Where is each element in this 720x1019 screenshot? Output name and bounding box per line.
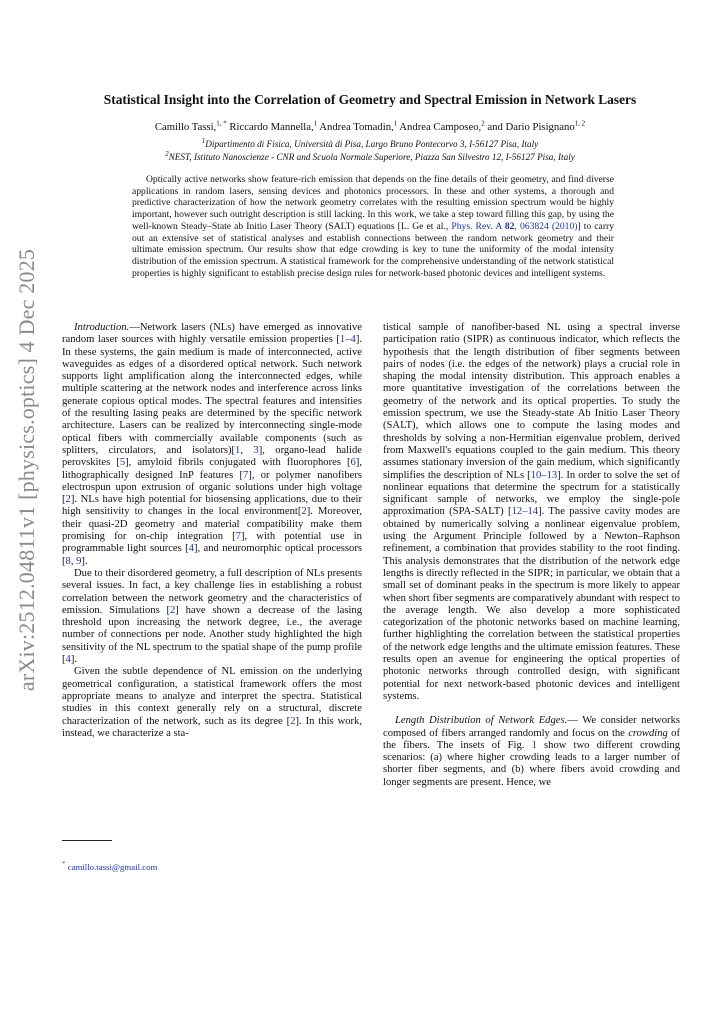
author-email-link[interactable]: camillo.tassi@gmail.com (67, 862, 158, 872)
citation-ref[interactable]: 2 (290, 715, 296, 727)
author-name: and Dario Pisignano (484, 121, 575, 133)
body-paragraph: Due to their disordered geometry, a full description of NLs presents several issues. In fact, a key challenge lies in establishing a robust correlation between the network geometry and the characteristics of emission. Simulations [2] have shown a decrease of the lasing threshold upon increasing the network degree, i.e., the average number of connections per node. Another study highlighted the high sensitivity of the NL spectrum to the spatial shape of the pump profile [4]. (62, 567, 362, 666)
citation-ref[interactable]: 1–4 (339, 334, 356, 346)
citation-ref[interactable]: 4 (188, 543, 194, 555)
affiliation-1: $^1$Dipartimento di Fisica, Università di Pisa, Largo Bruno Pontecorvo 3, I-56127 Pisa, Italy (201, 136, 539, 149)
right-column (383, 322, 680, 789)
citation-ref[interactable]: 7 (235, 531, 241, 543)
left-column (62, 322, 362, 740)
abstract: Optically active networks show feature-rich emission that depends on the fine details of their geometry, and find diverse applications in random lasers, sensing devices and photonics processors. In these and other systems, a thorough and predictive characterization of how the network geometry correlates with the resulting emission spectrum would be highly important, however such outright description is still lacking. In this work, we take a step toward filling this gap, by using the well-known Steady–State ab Initio Laser Theory (SALT) equations [L. Ge et al., Phys. Rev. A 82, 063824 (2010)] to carry out an extensive set of statistical analyses and establish connections between the random network geometry and their ultimate emission spectrum. Our results show that edge crowding is key to tune the uniformity of the modal intensity distribution of the emission spectrum. A statistical framework for the comprehensive understanding of the network statistical properties is highly significant to establish precise design rules for network-based photonic devices and intelligent systems. (132, 174, 615, 279)
author-affil-mark: 2 (481, 119, 485, 128)
body-paragraph: tistical sample of nanofiber-based NL using a spectral inverse participation ratio (SIPR) as continuous indicator, which reflects the hypothesis that the length distribution of fiber segments between pairs of nodes (i.e. the edges of the network) plays a crucial role in shaping the modal intensity distribution. This approach enables a more quantitative investigation of the correlations between the geometry of the network and its optical properties. To study the emission spectrum, we use the Steady-state Ab Initio Laser Theory (SALT), which allows one to compute the lasing modes and thresholds by solving a non-Hermitian eigenvalue problem, derived from Maxwell's equations coupled to the gain medium. This theory assumes stationary inversion of the gain medium, which significantly simplifies the description of NLs [10–13]. In order to solve the set of nonlinear equations that determine the spectrum for a statistically significant sample of networks, we employ the single-pole approximation (SPA-SALT) [12–14]. The passive cavity modes are obtained by numerically solving a nonlinear eigenvalue problem, using the Argument Principle followed by a Newton–Raphson refinement, a combination that provides stability to the root finding. This analysis demonstrates that the distribution of the network edge lengths is directly reflected in the SIPR; in particular, we obtain that a small set of dominant peaks in the spectrum is more likely to appear when short fiber segments are comparatively abundant with respect to the average length. We also develop a more sophisticated categorization of the photonic networks based on machine learning, further highlighting the correlation between the statistical properties of the network edge lengths and the ultimate emission features. These results open an avenue for engineering the optical properties of photonic networks through controlled design, with significant potential for next network-based photonic devices and intelligent systems. (383, 322, 681, 702)
footnote (62, 862, 157, 872)
footnote-divider (62, 840, 112, 841)
citation-ref[interactable]: 6 (350, 457, 356, 469)
section-paragraph-edge-lengths: Length Distribution of Network Edges.— We consider networks composed of fibers arranged randomly and focus on the crowding of the fibers. The insets of Fig. 1 show two different crowding scenarios: (a) where higher crowding leads to a larger number of shorter fiber segments, and (b) where fibers avoid crowding and longer segments are present. Hence, we (383, 715, 681, 788)
citation-ref[interactable]: 7 (243, 469, 249, 481)
citation-ref[interactable]: 10–13 (530, 469, 558, 481)
citation-ref[interactable]: 1 (235, 444, 241, 456)
author-list (60, 121, 680, 133)
citation-ref[interactable]: 12–14 (511, 506, 539, 518)
affiliation-2: $^2$NEST, Istituto Nanoscienze - CNR and Scuola Normale Superiore, Piazza San Silvestro 12, I-56127 Pisa, Italy (165, 149, 575, 162)
citation-ref[interactable]: 5 (119, 457, 126, 469)
section-heading-length-distribution: Length Distribution of Network Edges. (395, 715, 568, 727)
paper-title: Statistical Insight into the Correlation of Geometry and Spectral Emission in Network Lasers (103, 92, 637, 107)
citation-ref[interactable]: 3 (253, 444, 259, 456)
citation-ref[interactable]: 2 (301, 506, 307, 518)
citation-link-phys-rev-a[interactable]: Phys. Rev. A 82, 063824 (2010) (451, 220, 578, 232)
citation-ref[interactable]: 2 (169, 604, 176, 616)
arxiv-sidebar-stamp (10, 248, 44, 692)
author-affil-mark: 1, 2 (574, 119, 586, 128)
author-affil-mark: 1 (313, 119, 318, 128)
author-name: Andrea Camposeo, (397, 121, 482, 133)
citation-ref[interactable]: 4 (65, 654, 71, 666)
citation-ref[interactable]: 8 (65, 555, 71, 567)
footnote-mark: * (62, 860, 66, 869)
intro-paragraph: Introduction.—Network lasers (NLs) have emerged as innovative random laser sources with highly versatile emission properties [1–4]. In these systems, the gain medium is made of interconnected, active waveguides as edges of a disordered optical network. Such network supports light amplification along the interconnected edges, while multiple scattering at the network nodes and interference across links generate copious optical modes. The spectral features and intensities of the resulting lasing peaks are determined by the specific network architecture. Lasers can be realized by interconnecting single-mode optical fibers with commercially available components (such as splitters, circulators, and isolators)[1, 3], organo-lead halide perovskites [5], amyloid fibrils conjugated with fluorophores [6], lithographically designed InP features [7], or polymer nanofibers electrospun upon extrusion of organic solutions under high voltage [2]. NLs have high potential for biosensing applications, due to their high sensitivity to changes in the local environment[2]. Moreover, their quasi-2D geometry and material compatibility make them promising for on-chip integration [7], with potential use in programmable light sources [4], and neuromorphic optical processors [8, 9]. (62, 322, 363, 567)
body-paragraph: Given the subtle dependence of NL emission on the underlying geometrical configuration, a statistical framework offers the most appropriate means to analyze and interpret the spectra. Statistical studies in this context generally rely on a structural, discrete characterization of the network, such as its degree [2]. In this work, instead, we characterize a sta- (62, 666, 362, 739)
author-name: Andrea Tomadin, (317, 121, 394, 133)
figure-ref[interactable]: 1 (531, 739, 537, 751)
arxiv-identifier: arXiv:2512.04811v1 [physics.optics] 4 Dec 2025 (14, 248, 39, 692)
author-name: Riccardo Mannella, (226, 121, 314, 133)
citation-ref[interactable]: 2 (65, 494, 71, 506)
author-affil-mark: 1, * (216, 119, 227, 128)
author-name: Camillo Tassi, (154, 121, 217, 133)
citation-ref[interactable]: 9 (76, 555, 82, 567)
author-affil-mark: 1 (393, 119, 398, 128)
section-heading-introduction: Introduction. (74, 322, 130, 333)
